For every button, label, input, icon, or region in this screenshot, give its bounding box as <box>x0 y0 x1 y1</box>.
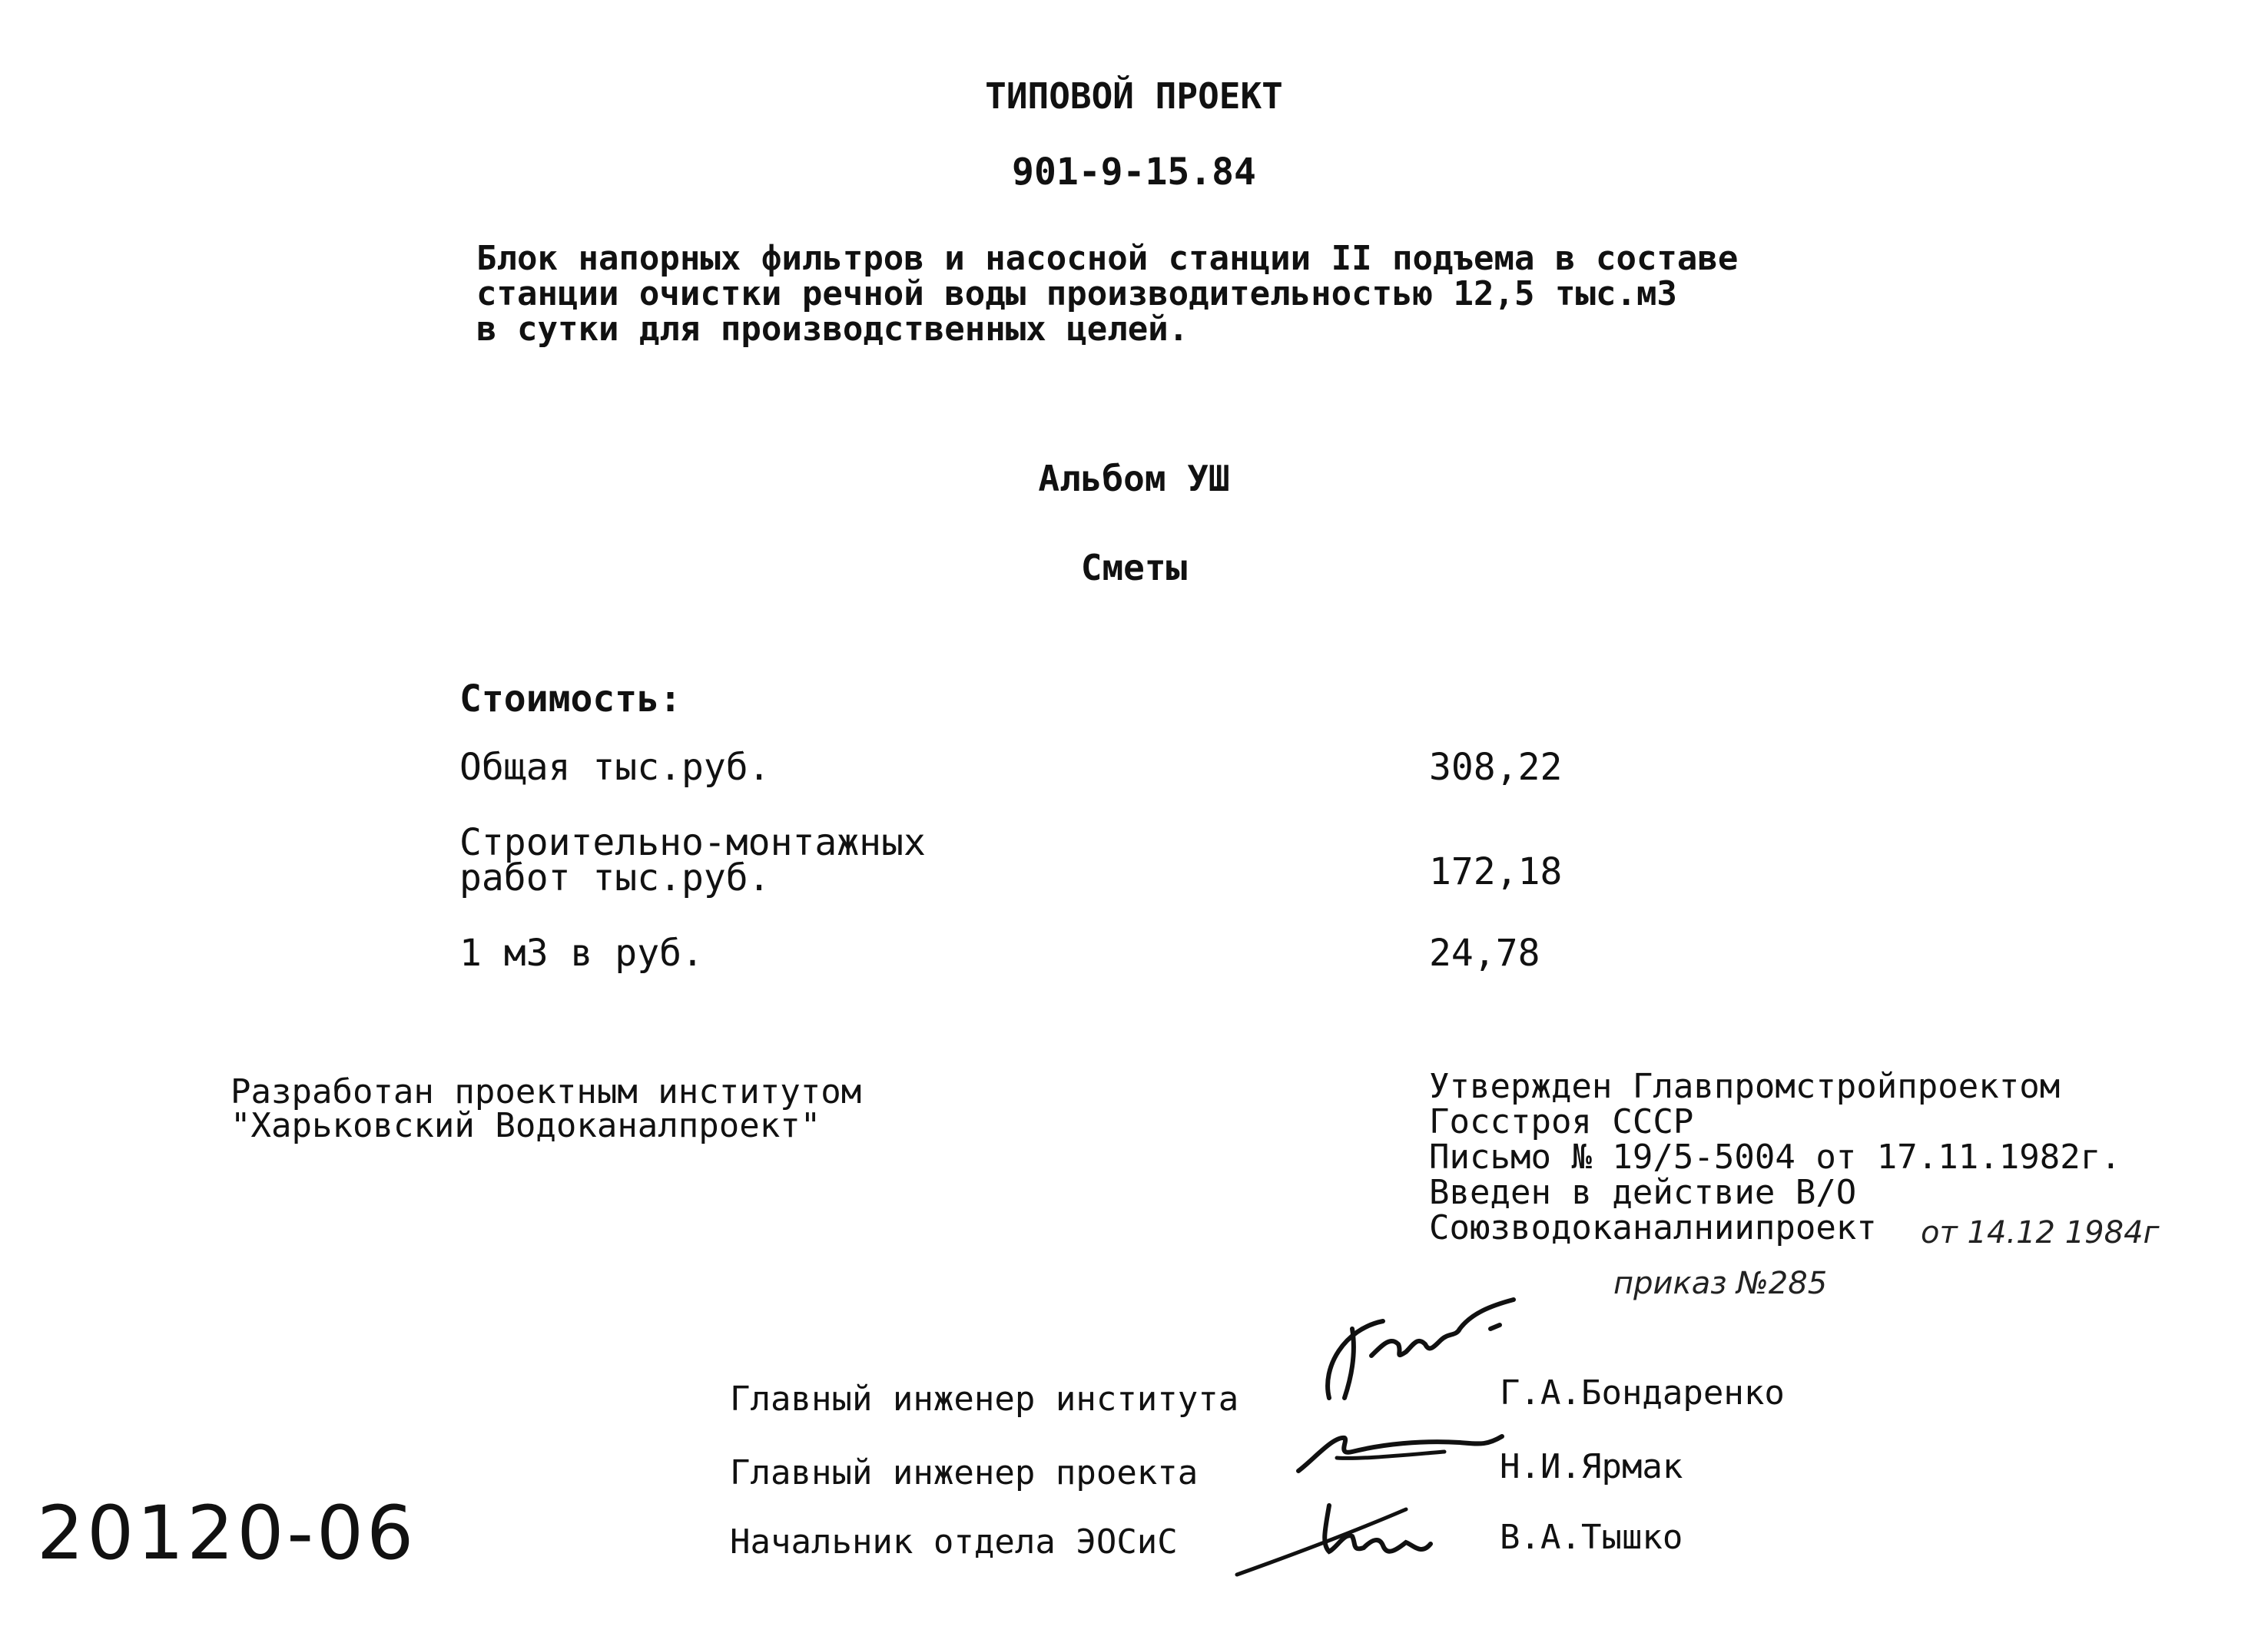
signature-name-department-head: В.А.Тышко <box>1500 1518 1683 1557</box>
cost-per-m3-label: 1 м3 в руб. <box>459 932 704 975</box>
signature-scribble-2 <box>1291 1429 1514 1482</box>
cost-construction-label-line: Строительно-монтажных <box>459 821 926 864</box>
cost-construction-label <box>459 821 926 899</box>
project-title: ТИПОВОЙ ПРОЕКТ <box>985 75 1283 117</box>
signature-scribble-3 <box>1229 1490 1460 1582</box>
approval-line: Введен в действие В/О <box>1429 1173 1857 1212</box>
cost-construction-label-line: работ тыс.руб. <box>459 856 771 899</box>
developer-line: "Харьковский Водоканалпроект" <box>230 1106 821 1145</box>
archive-number: 20120-06 <box>37 1490 417 1576</box>
approval-line: Союзводоканалниипроект <box>1429 1208 1877 1247</box>
cost-total-label: Общая тыс.руб. <box>459 746 771 789</box>
description-line: в сутки для производственных целей. <box>476 310 1189 349</box>
signature-name-chief-engineer-institute: Г.А.Бондаренко <box>1500 1373 1785 1413</box>
album-title: Альбом УШ <box>1038 458 1230 499</box>
description-line: Блок напорных фильтров и насосной станции II подъема в составе <box>476 239 1739 278</box>
signature-title-chief-engineer-institute: Главный инженер института <box>730 1380 1239 1419</box>
approval-line: Письмо № 19/5-5004 от 17.11.1982г. <box>1429 1138 2121 1177</box>
signature-title-department-head: Начальник отдела ЭОСиС <box>730 1522 1178 1562</box>
signature-name-chief-engineer-project: Н.И.Ярмак <box>1500 1447 1683 1486</box>
handwritten-date: от 14.12 1984г <box>1921 1215 2160 1250</box>
signature-title-chief-engineer-project: Главный инженер проекта <box>730 1453 1199 1492</box>
handwritten-order: приказ №285 <box>1613 1266 1828 1301</box>
description-line: станции очистки речной воды производительностью 12,5 тыс.м3 <box>476 274 1677 313</box>
cost-heading: Стоимость: <box>459 677 681 720</box>
estimates-heading: Сметы <box>1080 547 1188 588</box>
developer-line: Разработан проектным институтом <box>230 1072 862 1111</box>
cost-construction-value: 172,18 <box>1429 850 1563 893</box>
cost-total-value: 308,22 <box>1429 746 1563 789</box>
developer-block <box>230 1072 862 1145</box>
cost-per-m3-value: 24,78 <box>1429 932 1540 975</box>
project-code: 901-9-15.84 <box>1012 151 1256 194</box>
approval-line: Утвержден Главпромстройпроектом <box>1429 1067 2061 1106</box>
project-description <box>476 241 1738 347</box>
approval-line: Госстроя СССР <box>1429 1102 1694 1141</box>
signature-scribble-1 <box>1298 1283 1552 1413</box>
